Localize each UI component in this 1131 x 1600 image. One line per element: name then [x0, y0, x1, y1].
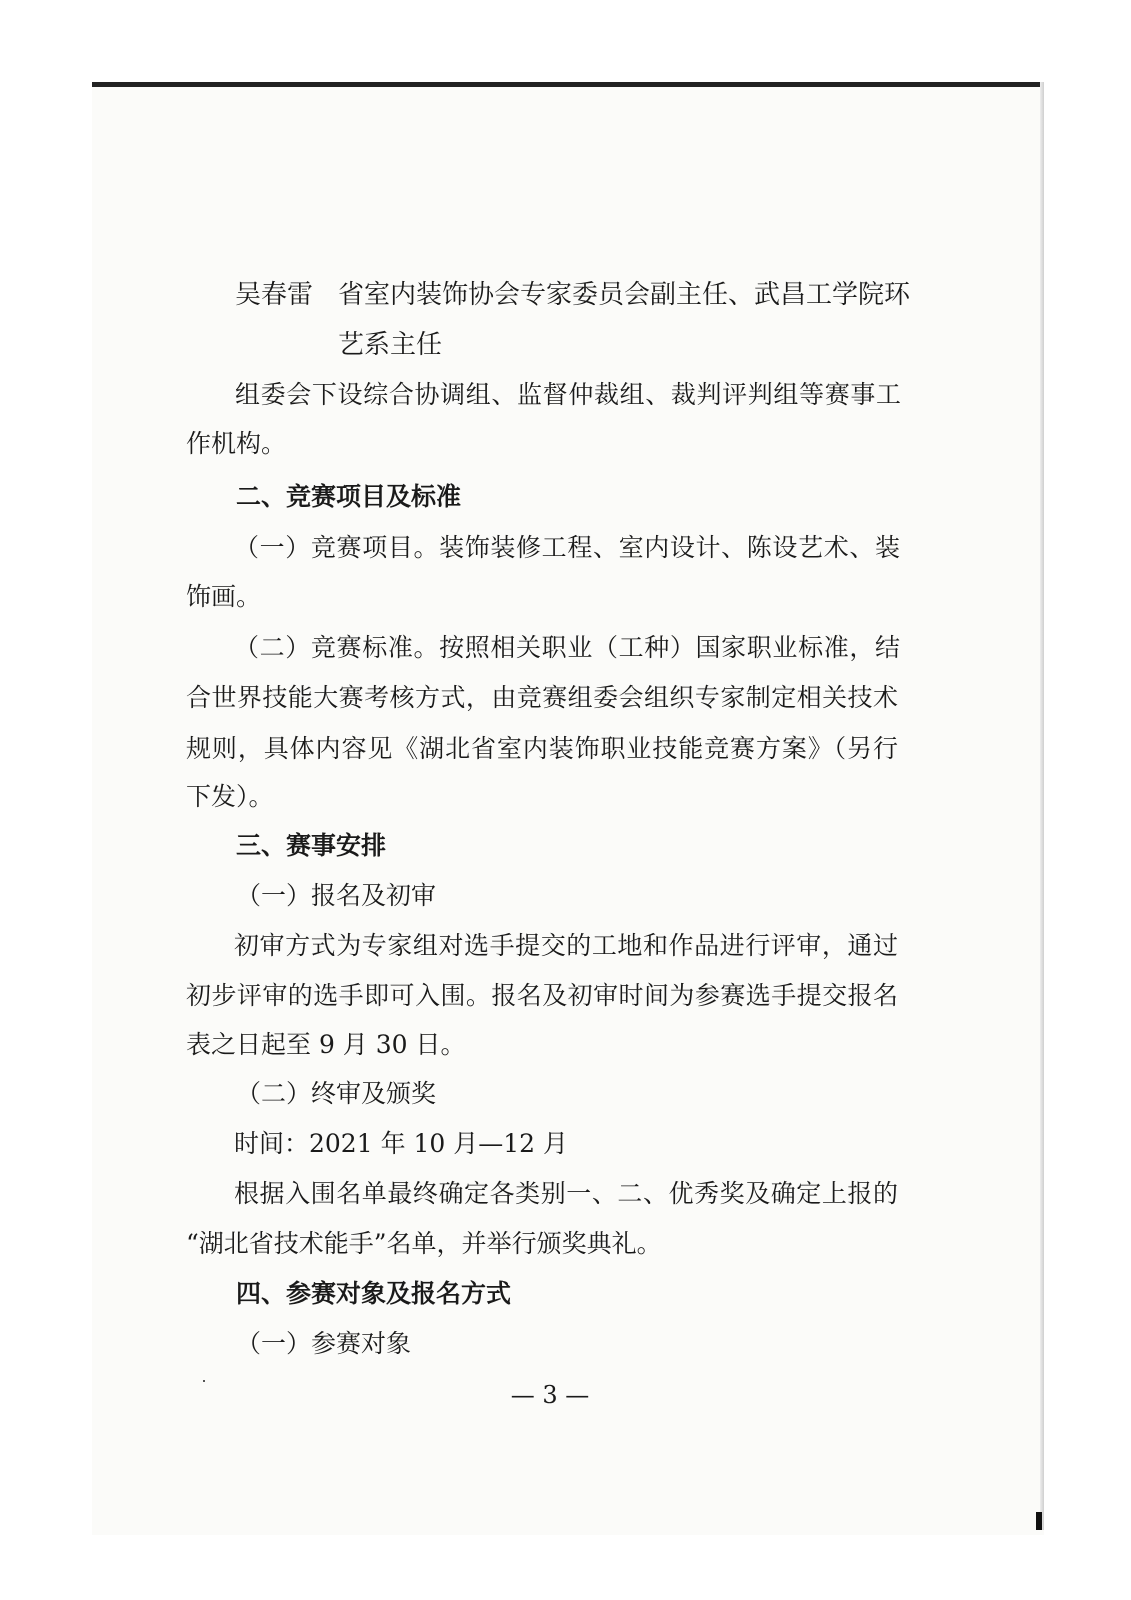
- subsection-heading: （一）参赛对象: [236, 1329, 412, 1358]
- committee-member-name: 吴春雷: [235, 280, 314, 310]
- paragraph-line: 饰画。: [186, 582, 262, 611]
- paragraph-line: 初步评审的选手即可入围。报名及初审时间为参赛选手提交报名: [186, 981, 898, 1010]
- paragraph-line: “湖北省技术能手”名单，并举行颁奖典礼。: [186, 1229, 662, 1258]
- schedule-time: 时间：2021 年 10 月—12 月: [234, 1129, 569, 1158]
- paragraph-line: 合世界技能大赛考核方式，由竞赛组委会组织专家制定相关技术: [186, 683, 898, 712]
- committee-member-title-cont: 艺系主任: [338, 330, 443, 360]
- committee-member-title: 省室内装饰协会专家委员会副主任、武昌工学院环: [338, 280, 911, 310]
- paragraph-line: 表之日起至 9 月 30 日。: [186, 1030, 466, 1059]
- subsection-heading: （二）终审及颁奖: [236, 1079, 437, 1108]
- page-edge-shadow: [1040, 82, 1044, 1530]
- page-number: — 3 —: [510, 1381, 590, 1409]
- section-heading: 三、赛事安排: [236, 831, 387, 860]
- paragraph-line: 作机构。: [186, 429, 287, 458]
- paragraph-line: 规则，具体内容见《湖北省室内装饰职业技能竞赛方案》（另行: [186, 734, 898, 763]
- paragraph-line: 组委会下设综合协调组、监督仲裁组、裁判评判组等赛事工: [235, 380, 901, 409]
- scan-corner-mark: [1036, 1512, 1042, 1530]
- paragraph-line: 根据入围名单最终确定各类别一、二、优秀奖及确定上报的: [234, 1179, 898, 1208]
- paragraph-line: （二）竞赛标准。按照相关职业（工种）国家职业标准，结: [234, 633, 900, 662]
- scan-speck: [203, 1380, 205, 1382]
- paragraph-line: 下发）。: [186, 782, 274, 811]
- paragraph-line: 初审方式为专家组对选手提交的工地和作品进行评审，通过: [234, 931, 898, 960]
- section-heading: 二、竞赛项目及标准: [236, 482, 462, 511]
- paragraph-line: （一）竞赛项目。装饰装修工程、室内设计、陈设艺术、装: [234, 533, 900, 562]
- section-heading: 四、参赛对象及报名方式: [236, 1279, 512, 1308]
- subsection-heading: （一）报名及初审: [236, 881, 437, 910]
